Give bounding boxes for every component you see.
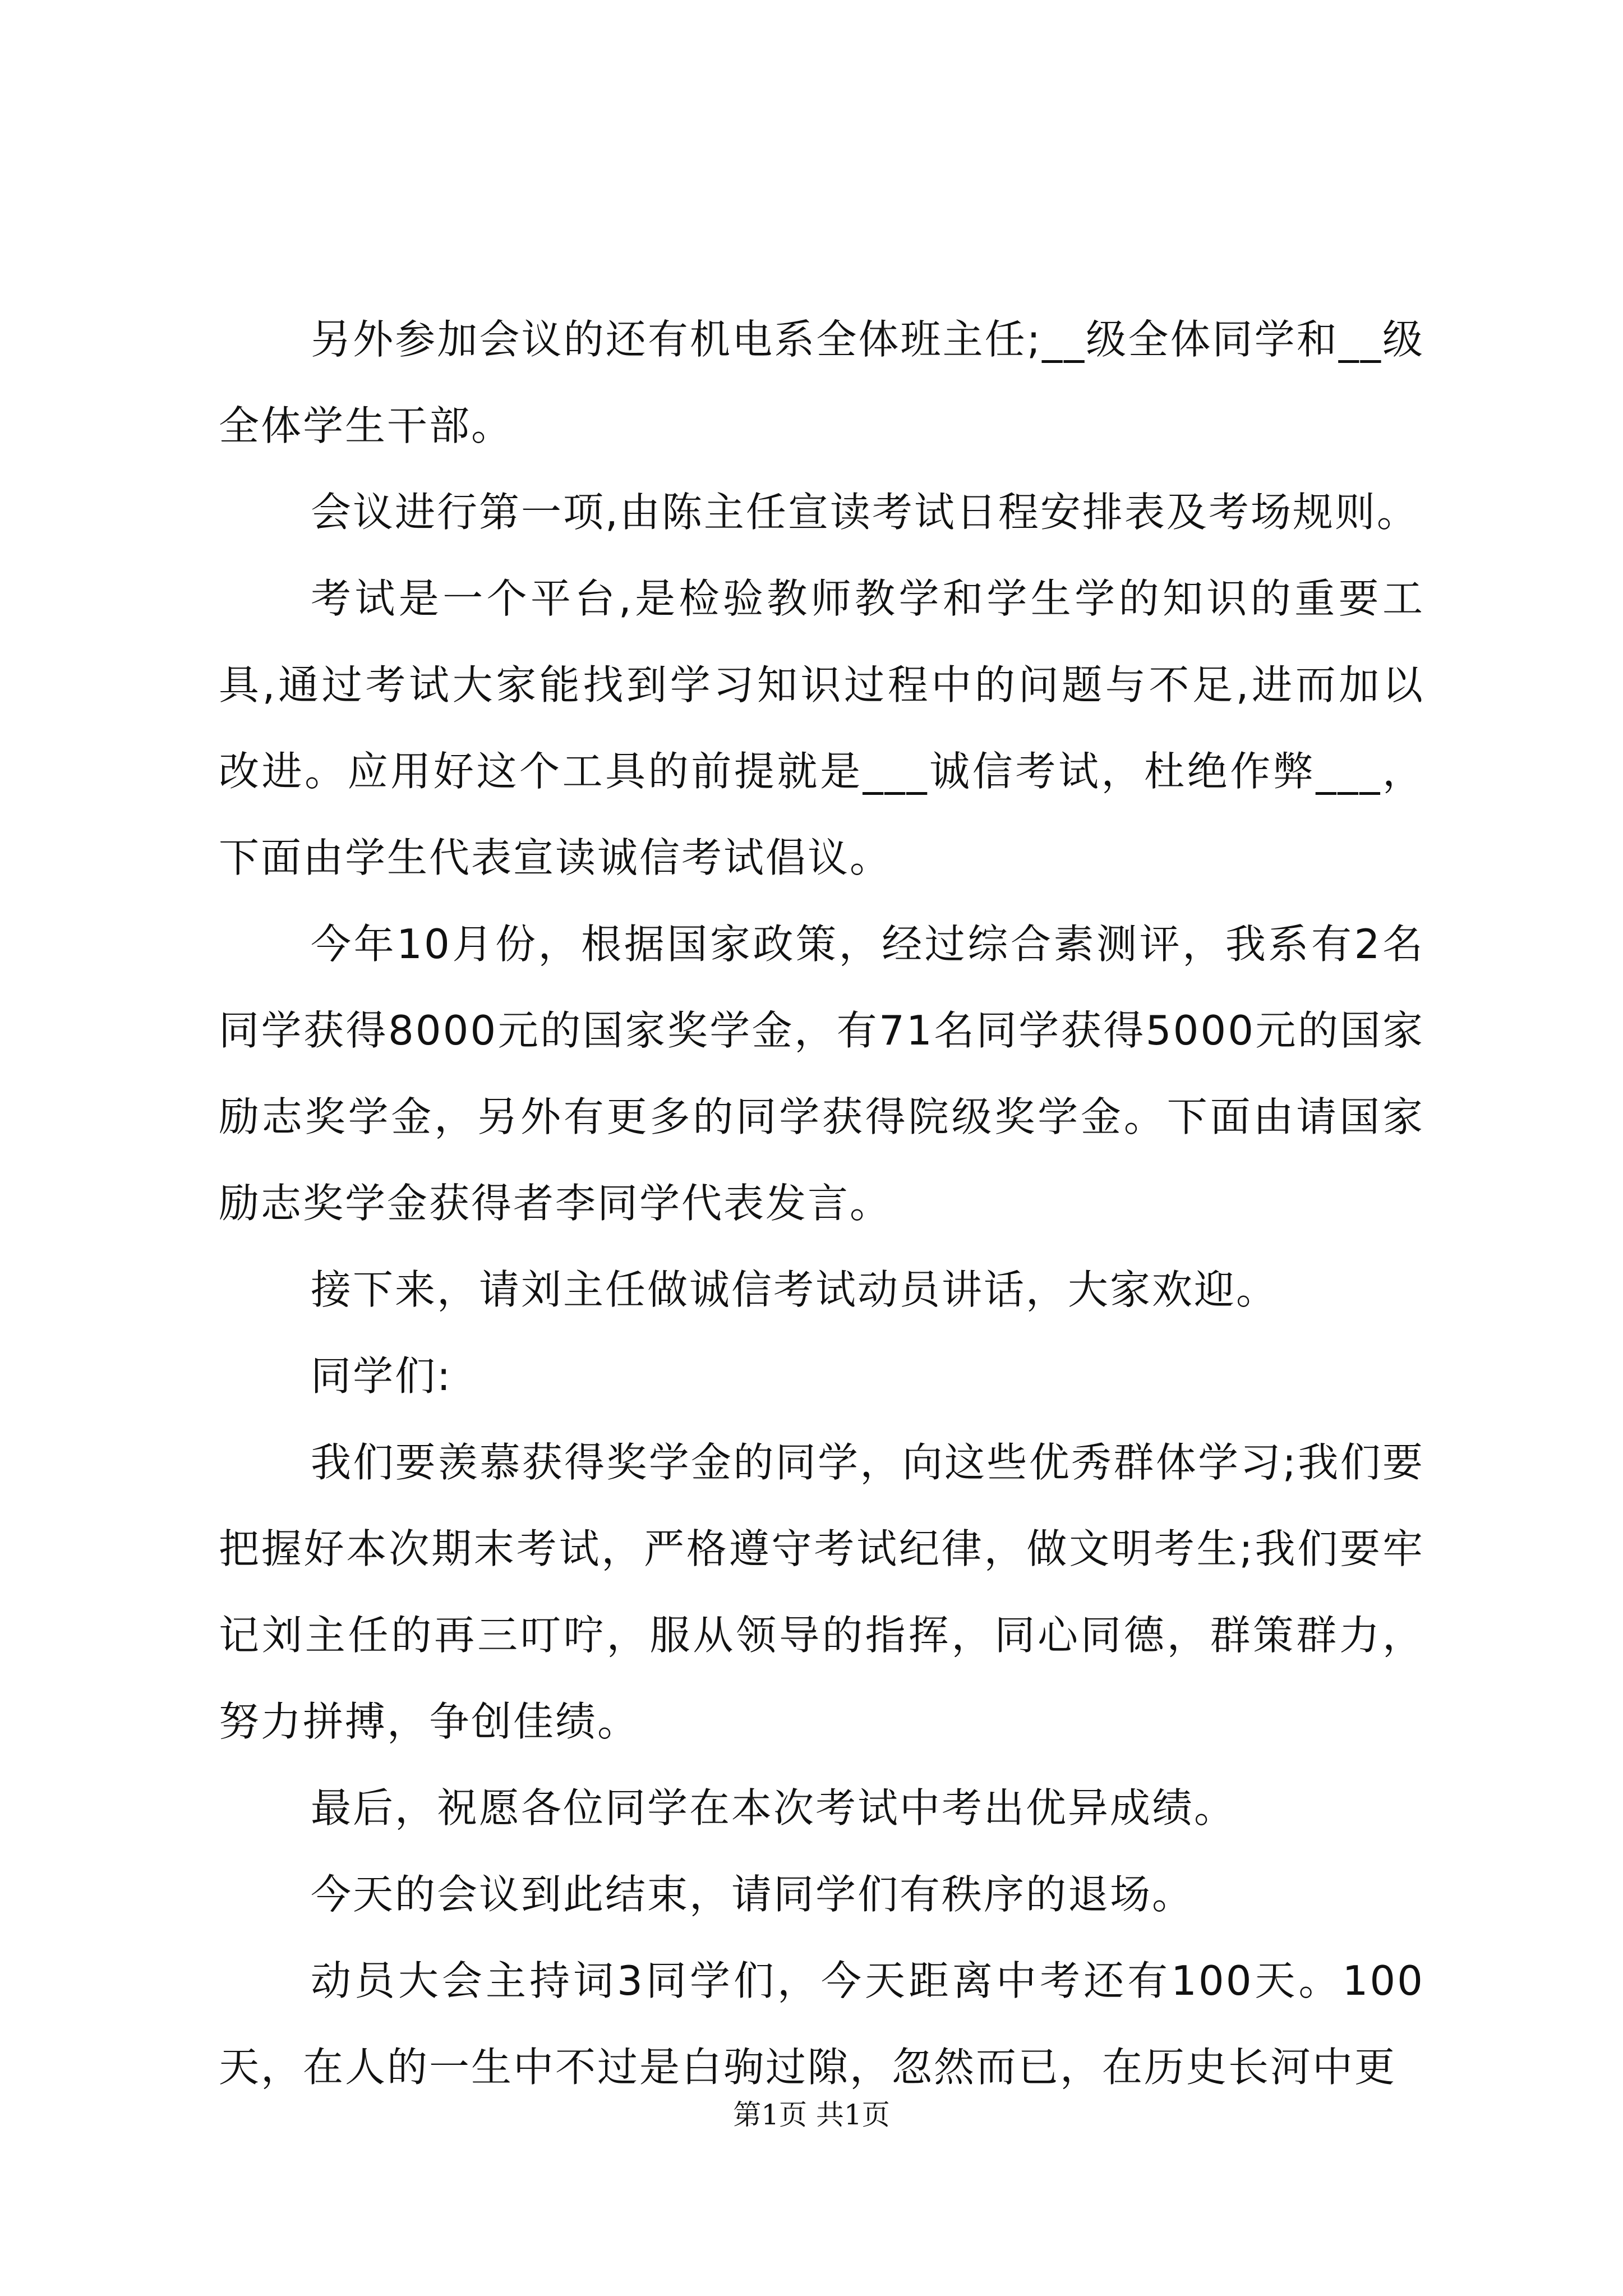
paragraph-scholarship: 今年10月份，根据国家政策，经过综合素测评，我系有2名同学获得8000元的国家奖学金，有71名同学获得5000元的国家励志奖学金，另外有更多的同学获得院级奖学金。下面由请国家励志奖学金获得者李同学代表发言。 [219,921,1424,1227]
paragraph-wishes: 最后，祝愿各位同学在本次考试中考出优异成绩。 [311,1784,1237,1832]
paragraph-closing: 今天的会议到此结束，请同学们有秩序的退场。 [311,1871,1195,1918]
paragraph-exam-platform: 考试是一个平台,是检验教师教学和学生学的知识的重要工具,通过考试大家能找到学习知识过程中的问题与不足,进而加以改进。应用好这个工具的前提就是___诚信考试，杜绝作弊___，下面由学生代表宣读诚信考试倡议。 [219,575,1424,881]
paragraph-host-speech: 动员大会主持词3同学们，今天距离中考还有100天。100天，在人的一生中不过是白驹过隙，忽然而已，在历史长河中更 [219,1957,1424,2091]
document-body [219,296,1424,2110]
paragraph-first-item: 会议进行第一项,由陈主任宣读考试日程安排表及考场规则。 [311,489,1419,536]
paragraph-attendees: 另外参加会议的还有机电系全体班主任;__级全体同学和__级全体学生干部。 [219,316,1424,449]
paragraph-greeting: 同学们: [311,1352,453,1400]
paragraph-exhortation: 我们要羡慕获得奖学金的同学，向这些优秀群体学习;我们要把握好本次期末考试，严格遵守考试纪律，做文明考生;我们要牢记刘主任的再三叮咛，服从领导的指挥，同心同德，群策群力，努力拼搏，争创佳绩。 [219,1439,1424,1745]
page-footer: 第1页 共1页 [733,2099,890,2131]
paragraph-next-speech: 接下来，请刘主任做诚信考试动员讲话，大家欢迎。 [311,1266,1279,1313]
